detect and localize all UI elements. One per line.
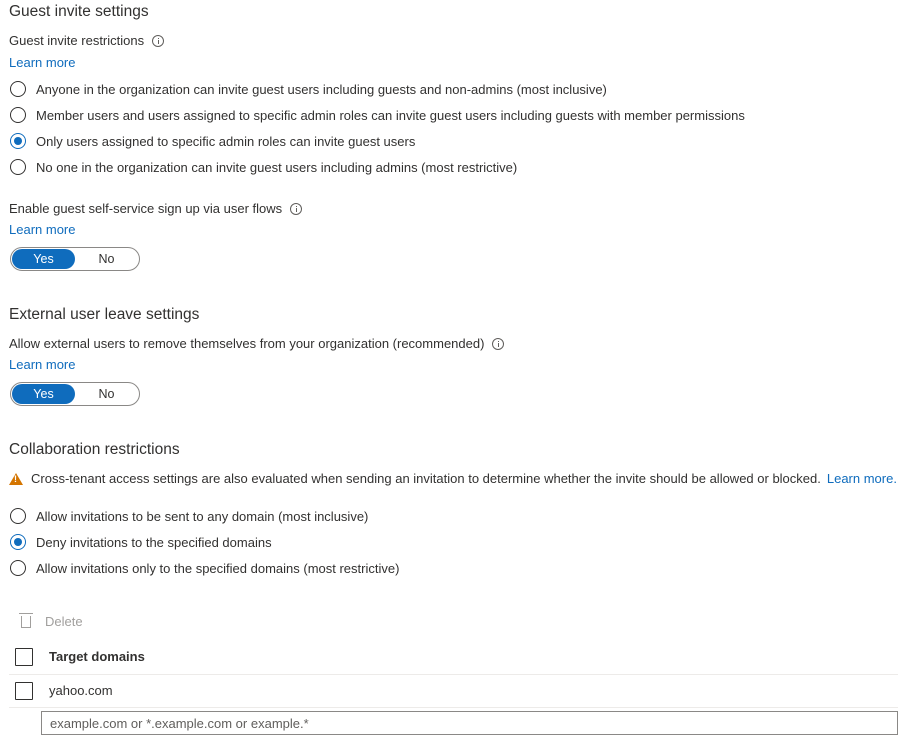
radio-label: Allow invitations only to the specified domains (most restrictive)	[36, 560, 400, 576]
radio-label: Anyone in the organization can invite guest users including guests and non-admins (most inclusive)	[36, 81, 607, 97]
self-service-toggle[interactable]	[10, 247, 140, 271]
table-divider	[9, 707, 898, 708]
radio-button-selected[interactable]	[10, 133, 26, 149]
table-row-domain: yahoo.com	[49, 683, 113, 698]
info-icon[interactable]	[492, 338, 504, 350]
table-header-target-domains: Target domains	[49, 649, 145, 664]
learn-more-link[interactable]: Learn more	[9, 222, 76, 237]
external-leave-title: External user leave settings	[9, 306, 200, 323]
domain-input[interactable]	[41, 711, 898, 735]
radio-button[interactable]	[10, 560, 26, 576]
cross-tenant-warning	[9, 471, 897, 486]
guest-invite-title: Guest invite settings	[9, 3, 149, 20]
invite-option-members[interactable]	[10, 105, 745, 125]
warning-learn-more-link[interactable]: Learn more.	[826, 471, 897, 486]
guest-invite-restrictions-label	[9, 33, 164, 48]
radio-button[interactable]	[10, 81, 26, 97]
info-icon[interactable]	[290, 203, 302, 215]
delete-button[interactable]	[19, 614, 83, 629]
invite-option-admin-roles[interactable]	[10, 131, 415, 151]
select-all-checkbox[interactable]	[15, 648, 33, 666]
learn-more-link[interactable]: Learn more	[9, 55, 76, 70]
radio-label: Allow invitations to be sent to any domain (most inclusive)	[36, 508, 369, 524]
external-leave-label	[9, 336, 504, 351]
radio-label: Only users assigned to specific admin roles can invite guest users	[36, 133, 416, 149]
radio-button[interactable]	[10, 159, 26, 175]
collaboration-title: Collaboration restrictions	[9, 441, 180, 458]
external-leave-toggle[interactable]	[10, 382, 140, 406]
external-leave-label-text: Allow external users to remove themselves from your organization (recommended)	[9, 336, 485, 351]
row-checkbox[interactable]	[15, 682, 33, 700]
table-divider	[9, 674, 898, 675]
self-service-label-text: Enable guest self-service sign up via user flows	[9, 201, 283, 216]
collab-option-deny-domains[interactable]	[10, 532, 272, 552]
toggle-no[interactable]: No	[98, 252, 115, 266]
invite-option-anyone[interactable]	[10, 79, 607, 99]
radio-label: No one in the organization can invite guest users including admins (most restrictive)	[36, 159, 518, 175]
radio-button[interactable]	[10, 107, 26, 123]
info-icon[interactable]	[152, 35, 164, 47]
radio-label: Member users and users assigned to specific admin roles can invite guest users including guests with member permissions	[36, 107, 745, 123]
learn-more-link[interactable]: Learn more	[9, 357, 76, 372]
invite-option-no-one[interactable]	[10, 157, 517, 177]
self-service-label	[9, 201, 302, 216]
warning-text: Cross-tenant access settings are also evaluated when sending an invitation to determine whether the invite should be allowed or blocked.	[31, 471, 821, 486]
radio-button[interactable]	[10, 508, 26, 524]
delete-label: Delete	[45, 614, 83, 629]
radio-label: Deny invitations to the specified domains	[36, 534, 272, 550]
trash-icon	[21, 616, 31, 628]
toggle-yes[interactable]: Yes	[12, 384, 75, 404]
collab-option-allow-only[interactable]	[10, 558, 399, 578]
warning-icon	[9, 473, 23, 485]
radio-button-selected[interactable]	[10, 534, 26, 550]
collab-option-any-domain[interactable]	[10, 506, 368, 526]
restrictions-label-text: Guest invite restrictions	[9, 33, 145, 48]
toggle-yes[interactable]: Yes	[12, 249, 75, 269]
toggle-no[interactable]: No	[98, 387, 115, 401]
